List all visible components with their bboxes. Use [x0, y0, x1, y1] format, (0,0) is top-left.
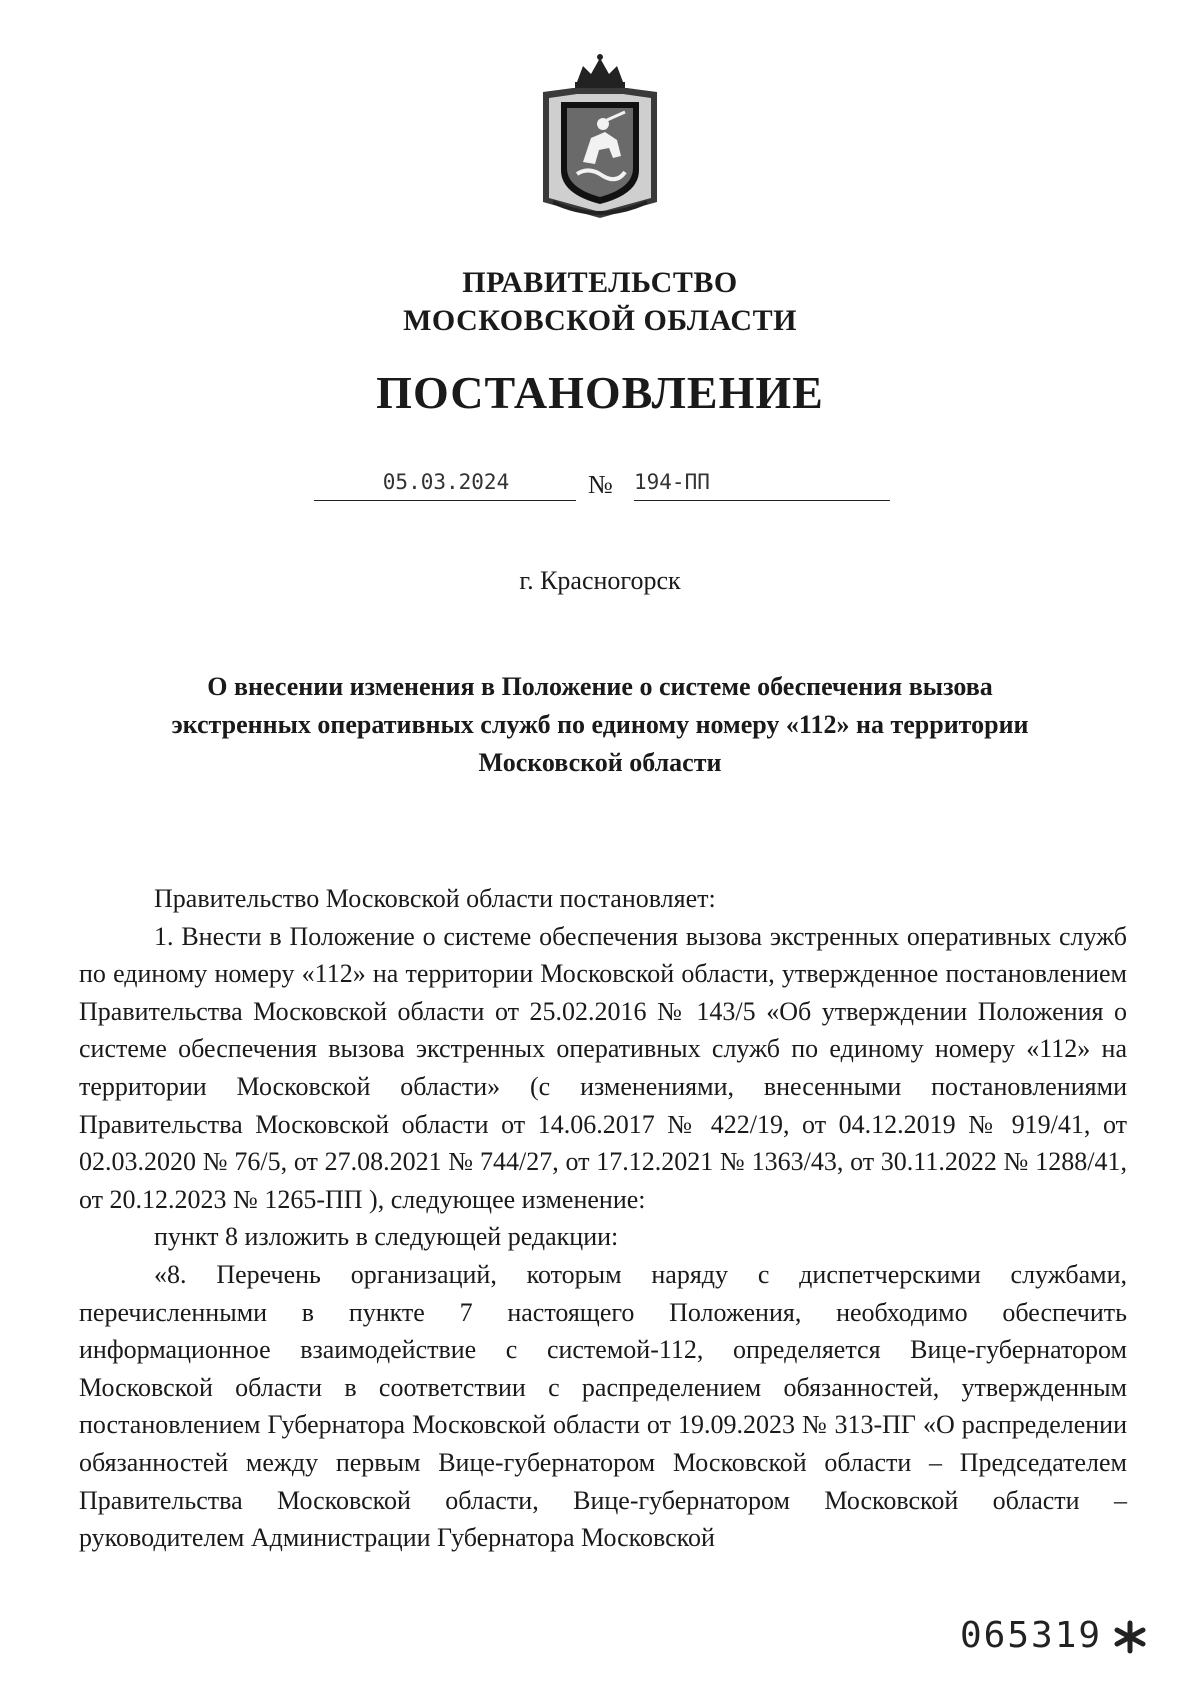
- document-body: [79, 880, 1127, 1557]
- city-name: г. Красногорск: [519, 566, 681, 595]
- subject-line: экстренных оперативных служб по единому номеру «112» на территории: [171, 710, 1029, 739]
- body-paragraph: пункт 8 изложить в следующей редакции:: [154, 1222, 619, 1252]
- coat-of-arms-icon: [533, 52, 667, 222]
- serial-number: 065319: [960, 1615, 1103, 1656]
- document-subject: [120, 668, 1080, 782]
- body-paragraph: Правительство Московской области постановляет:: [154, 884, 716, 913]
- body-paragraph: 1. Внести в Положение о системе обеспечения вызова экстренных оперативных служб по единому номеру «112» на территории Московской области, утвержденное постановлением Правительства Московской области от 25.02.2016 № 143/5 «Об утверждении Положения о системе обеспечения вызова экстренных оперативных служб по единому номеру «112» на территории Московской области» (с изменениями, внесенными постановлениями Правительства Московской области от 14.06.2017 № 422/19, от 04.12.2019 № 919/41, от 02.03.2020 № 76/5, от 27.08.2021 № 744/27, от 17.12.2021 № 1363/43, от 30.11.2022 № 1288/41, от 20.12.2023 № 1265-ПП ), следующее изменение:: [79, 921, 1127, 1214]
- registration-number: 194-ПП: [634, 470, 710, 494]
- asterisk-icon: [1113, 1620, 1147, 1654]
- registration-number-underline: [634, 500, 890, 501]
- org-name-line2: МОСКОВСКОЙ ОБЛАСТИ: [403, 304, 797, 337]
- body-paragraph: «8. Перечень организаций, которым наряду с диспетчерскими службами, перечисленными в пункте 7 настоящего Положения, необходимо обеспечить информационное взаимодействие с системой-112, определяется Вице-губернатором Московской области в соответствии с распределением обязанностей, утвержденным постановлением Губернатора Московской области от 19.09.2023 № 313-ПГ «О распределении обязанностей между первым Вице-губернатором Московской области – Председателем Правительства Московской области, Вице-губернатором Московской области – руководителем Администрации Губернатора Московской: [79, 1259, 1127, 1553]
- subject-line: О внесении изменения в Положение о системе обеспечения вызова: [207, 672, 993, 701]
- registration-date-underline: [314, 500, 576, 501]
- document-type-title: ПОСТАНОВЛЕНИЕ: [376, 367, 824, 418]
- subject-line: Московской области: [478, 748, 722, 777]
- number-sign: №: [588, 470, 613, 499]
- org-name-line1: ПРАВИТЕЛЬСТВО: [462, 266, 738, 299]
- registration-date: 05.03.2024: [382, 470, 510, 494]
